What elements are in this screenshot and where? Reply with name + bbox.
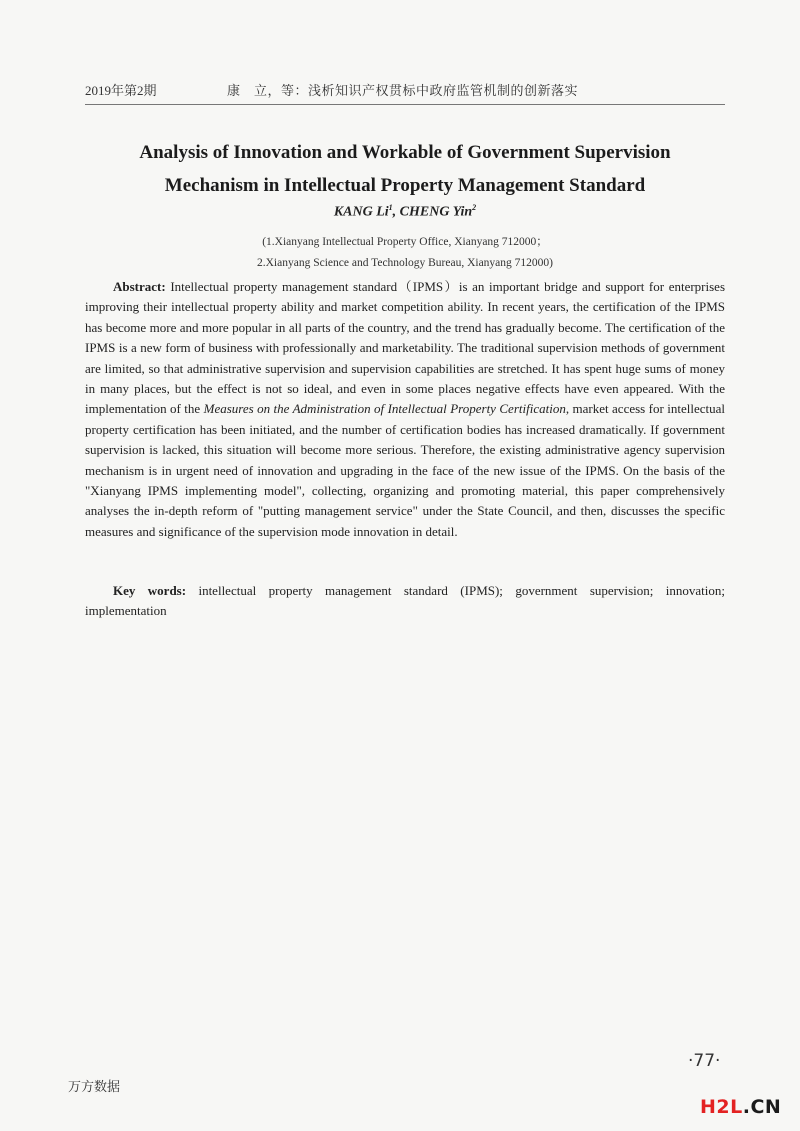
author-separator: , xyxy=(392,204,400,220)
title-line-1: Analysis of Innovation and Workable of Government Supervision xyxy=(139,142,671,163)
running-title: 康 立，等：浅析知识产权贯标中政府监管机制的创新落实 xyxy=(227,83,579,98)
abstract-text-part-1: Intellectual property management standard（IPMS）is an important bridge and support for enterprises improving their intellectual property ability and market competition ability. In recent years, the certification of the IPMS has become more and more popular in all parts of the country, and the trend has gradually become. The certification of the IPMS is a new form of business with professionally and marketability. The traditional supervision methods of government are limited, so that administrative supervision and supervision capabilities are stretched. It has spent huge sums of money in many places, but the effect is not so ideal, and even in some places negative effects have even appeared. With the implementation of the xyxy=(85,279,725,417)
source-footer: 万方数据 xyxy=(68,1080,121,1095)
author-1-affiliation-mark: 1 xyxy=(388,203,393,212)
abstract-label: Abstract: xyxy=(113,279,166,294)
author-1: KANG Li xyxy=(333,204,389,220)
watermark-red-part: H2L xyxy=(700,1096,743,1118)
site-watermark xyxy=(700,1096,781,1118)
keywords-paragraph xyxy=(85,581,725,622)
author-list xyxy=(60,203,750,221)
running-header xyxy=(85,80,723,102)
watermark-black-part: .CN xyxy=(742,1096,782,1118)
paper-title xyxy=(60,136,750,202)
abstract-text-part-2: , market access for intellectual property certification has been initiated, and the number of certification bodies has increased dramatically. If government supervision is lacked, this situation will become more serious. Therefore, the existing administrative agency supervision mechanism is in urgent need of innovation and upgrading in the face of the new issue of the IPMS. On the basis of the "Xianyang IPMS implementing model", collecting, organizing and promoting material, this paper comprehensively analyses the in-depth reform of "putting management service" under the State Council, and then, discusses the specific measures and significance of the supervision mode innovation in detail. xyxy=(85,401,726,539)
abstract-cited-measures: Measures on the Administration of Intellectual Property Certification xyxy=(203,401,566,417)
keywords-text: intellectual property management standard (IPMS); government supervision; innovation; implementation xyxy=(85,583,725,619)
journal-issue: 2019年第2期 xyxy=(85,83,157,98)
header-rule xyxy=(85,104,725,105)
abstract-paragraph xyxy=(85,277,725,542)
title-line-2: Mechanism in Intellectual Property Management Standard xyxy=(164,175,646,196)
affiliation-2: 2.Xianyang Science and Technology Bureau, Xianyang 712000) xyxy=(257,257,553,269)
affiliation-1: (1.Xianyang Intellectual Property Office, Xianyang 712000； xyxy=(262,236,548,248)
author-2: CHENG Yin xyxy=(399,204,473,220)
keywords-label: Key words: xyxy=(113,583,187,598)
author-2-affiliation-mark: 2 xyxy=(472,203,477,212)
page-number: ·77· xyxy=(688,1051,721,1071)
